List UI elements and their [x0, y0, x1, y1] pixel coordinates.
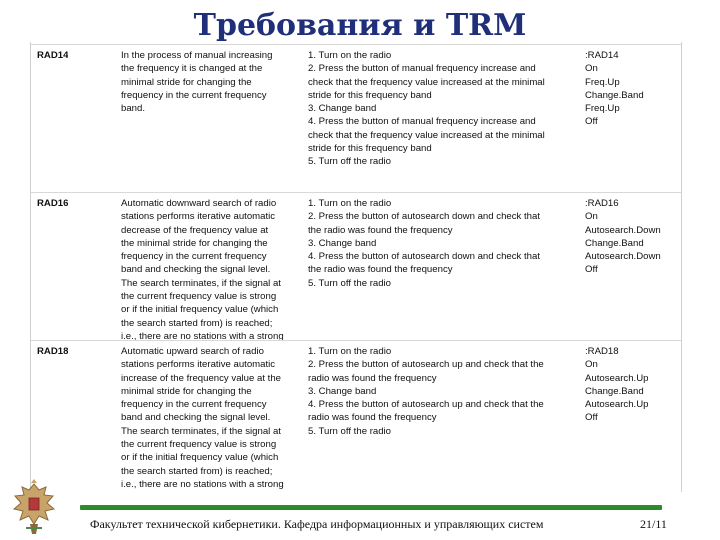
requirement-id: RAD18	[37, 346, 69, 357]
requirement-id: RAD16	[37, 198, 69, 209]
footer-divider	[80, 505, 662, 510]
test-steps: 1. Turn on the radio 2. Press the button of autosearch down and check that the radio was found the frequency 3. Change band 4. Press the button of autosearch down and check that the radio was found the frequency 5. Turn off the radio	[308, 198, 540, 289]
test-code: :RAD16 On Autosearch.Down Change.Band Autosearch.Down Off	[585, 198, 661, 276]
requirement-description: Automatic upward search of radio stations performs iterative automatic increase of the frequency value at the minimal stride for changing the frequency in the current frequency band and checking the signal level. The search terminates, if the signal at the current frequency value is strong or if the initial frequency value (which the search started from) is reached; i.e., there are no stations with a strong	[121, 346, 284, 490]
requirement-description: In the process of manual increasing the frequency it is changed at the minimal stride for changing the frequency in the current frequency band.	[121, 50, 273, 115]
footer-text: Факультет технической кибернетики. Кафедра информационных и управляющих систем	[90, 517, 544, 531]
requirement-description: Automatic downward search of radio stations performs iterative automatic decrease of the frequency value at the minimal stride for changing the frequency in the current frequency band and checking the signal level. The search terminates, if the signal at the current frequency value is strong or if the initial frequency value (which the search started from) is reached; i.e., there are no stations with a strong	[121, 198, 284, 342]
slide-title: Требования и TRM	[193, 8, 527, 43]
test-code: :RAD14 On Freq.Up Change.Band Freq.Up Off	[585, 50, 644, 128]
requirements-table	[30, 42, 682, 492]
test-steps: 1. Turn on the radio 2. Press the button of manual frequency increase and check that the frequency value increased at the minimal stride for this frequency band 3. Change band 4. Press the button of manual frequency increase and check that the frequency value increased at the minimal stride for this frequency band 5. Turn off the radio	[308, 50, 545, 168]
table-row	[31, 44, 681, 193]
table-row	[31, 340, 681, 491]
university-emblem-icon	[6, 478, 62, 538]
requirement-id: RAD14	[37, 50, 69, 61]
page-number: 21/11	[640, 517, 667, 531]
test-code: :RAD18 On Autosearch.Up Change.Band Autosearch.Up Off	[585, 346, 649, 424]
test-steps: 1. Turn on the radio 2. Press the button of autosearch up and check that the radio was found the frequency 3. Change band 4. Press the button of autosearch up and check that the radio was found the frequency 5. Turn off the radio	[308, 346, 544, 437]
table-row	[31, 192, 681, 341]
